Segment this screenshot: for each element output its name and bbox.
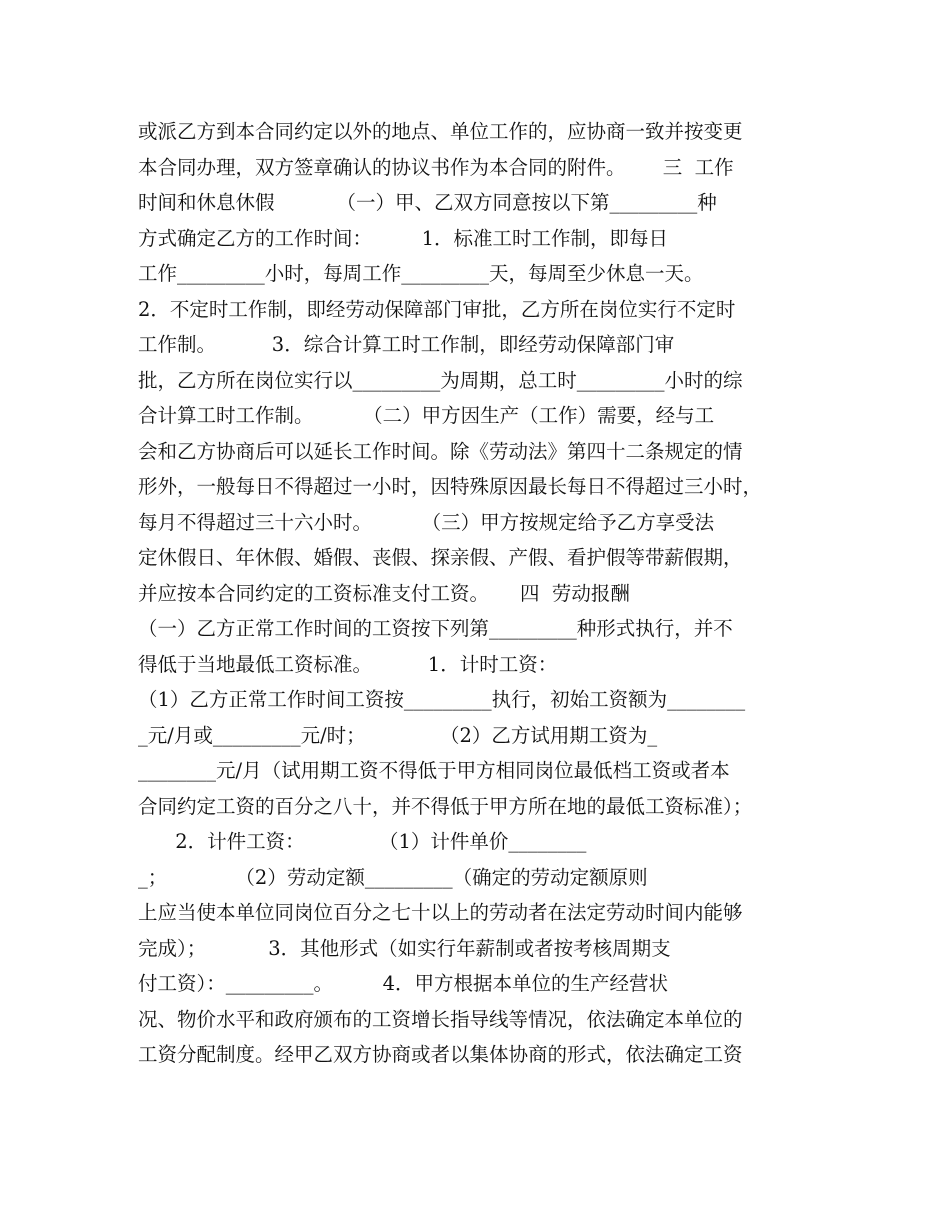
text-line: 2．不定时工作制，即经劳动保障部门审批，乙方所在岗位实行不定时 bbox=[138, 297, 736, 321]
text-line: 2．计件工资： （1）计件单价________ bbox=[138, 830, 587, 853]
text-line: 得低于当地最低工资标准。 1．计时工资： bbox=[138, 652, 558, 676]
text-line: 工作_________小时，每周工作_________天，每周至少休息一天。 bbox=[138, 262, 704, 285]
text-line: 或派乙方到本合同约定以外的地点、单位工作的，应协商一致并按变更 bbox=[138, 120, 743, 143]
text-line: 付工资）：_________。 4．甲方根据本单位的生产经营状 bbox=[138, 972, 668, 995]
text-line: 形外，一般每日不得超过一小时，因特殊原因最长每日不得超过三小时， bbox=[138, 475, 763, 498]
text-line: _元/月或_________元/时； （2）乙方试用期工资为_ bbox=[138, 723, 658, 747]
text-line: 工作制。 3．综合计算工时工作制，即经劳动保障部门审 bbox=[138, 333, 675, 356]
text-line: _； （2）劳动定额_________（确定的劳动定额原则 bbox=[138, 865, 648, 889]
text-line: 本合同办理，双方签章确认的协议书作为本合同的附件。 三 工作 bbox=[138, 155, 734, 179]
text-line: 况、物价水平和政府颁布的工资增长指导线等情况，依法确定本单位的 bbox=[138, 1007, 743, 1031]
text-line: 并应按本合同约定的工资标准支付工资。 四 劳动报酬 bbox=[138, 581, 630, 605]
text-line: 批，乙方所在岗位实行以_________为周期，总工时_________小时的综 bbox=[138, 368, 743, 392]
text-line: （一）乙方正常工作时间的工资按下列第_________种形式执行，并不 bbox=[138, 617, 733, 640]
text-line: 上应当使本单位同岗位百分之七十以上的劳动者在法定劳动时间内能够 bbox=[138, 901, 743, 924]
text-line: 每月不得超过三十六小时。 （三）甲方按规定给予乙方享受法 bbox=[138, 510, 715, 534]
contract-text-block bbox=[138, 114, 818, 1073]
text-line: 时间和休息休假 （一）甲、乙双方同意按以下第_________种 bbox=[138, 191, 717, 214]
text-line: 工资分配制度。经甲乙双方协商或者以集体协商的形式，依法确定工资 bbox=[138, 1043, 743, 1066]
text-line: 方式确定乙方的工作时间： 1．标准工时工作制，即每日 bbox=[138, 226, 668, 250]
text-line: （1）乙方正常工作时间工资按_________执行，初始工资额为________ bbox=[138, 688, 746, 711]
text-line: 定休假日、年休假、婚假、丧假、探亲假、产假、看护假等带薪假期， bbox=[138, 546, 743, 569]
text-line: 合同约定工资的百分之八十，并不得低于甲方所在地的最低工资标准）； bbox=[138, 794, 753, 818]
text-line: ________元/月（试用期工资不得低于甲方相同岗位最低档工资或者本 bbox=[138, 759, 730, 782]
text-line: 完成）； 3．其他形式（如实行年薪制或者按考核周期支 bbox=[138, 936, 671, 960]
text-line: 会和乙方协商后可以延长工作时间。除《劳动法》第四十二条规定的情 bbox=[138, 439, 743, 463]
text-line: 合计算工时工作制。 （二）甲方因生产（工作）需要，经与工 bbox=[138, 404, 715, 427]
